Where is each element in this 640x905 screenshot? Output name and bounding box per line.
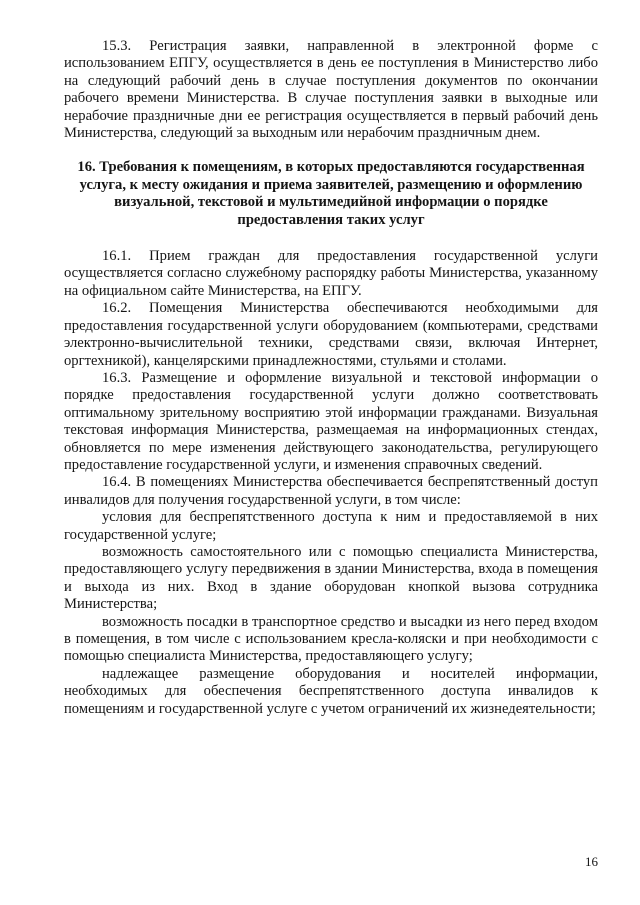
paragraph-16-4: 16.4. В помещениях Министерства обеспечивается беспрепятственный доступ инвалидов для получения государственной услуги, в том числе: [64,474,598,508]
list-item-conditions: условия для беспрепятственного доступа к ним и предоставляемой в них государственной услуге; [64,509,598,543]
paragraph-16-1: 16.1. Прием граждан для предоставления государственной услуги осуществляется согласно служебному распорядку работы Министерства, указанному на официальном сайте Министерства, на ЕПГУ. [64,248,598,299]
paragraph-15-3: 15.3. Регистрация заявки, направленной в электронной форме с использованием ЕПГУ, осуществляется в день ее поступления в Министерство либо на следующий рабочий день в случае поступления документов по окончании рабочего времени Министерства. В случае поступления заявки в выходные или нерабочие праздничные дни ее регистрация осуществляется в первый рабочий день Министерства, следующий за выходным или нерабочим праздничным днем. [64,38,598,142]
list-item-equipment: надлежащее размещение оборудования и носителей информации, необходимых для обеспечения беспрепятственного доступа инвалидов к помещениям и государственной услуге с учетом ограничений их жизнедеятельности; [64,665,598,717]
section-heading: 16. Требования к помещениям, в которых предоставляются государственная услуга, к месту ожидания и приема заявителей, размещению и оформлению визуальной, текстовой и мультимедийной информации о порядке предоставления таких услуг [77,159,585,228]
paragraph-16-2: 16.2. Помещения Министерства обеспечиваются необходимыми для предоставления государственной услуги оборудованием (компьютерами, средствами электронно-вычислительной техники, средствами связи, включая Интернет, оргтехникой), канцелярскими принадлежностями, стульями и столами. [64,300,598,369]
page-number: 16 [585,854,598,869]
list-item-transport: возможность посадки в транспортное средство и высадки из него перед входом в помещения, в том числе с использованием кресла-коляски и при необходимости с помощью специалиста Министерства, предоставляющего услугу; [64,613,598,665]
paragraph-16-3: 16.3. Размещение и оформление визуальной и текстовой информации о порядке предоставления государственной услуги должно соответствовать оптимальному зрительному восприятию этой информации гражданами. Визуальная текстовая информация Министерства, размещаемая на информационных стендах, обновляется по мере изменения действующего законодательства, регулирующего предоставление государственной услуги, и изменения справочных сведений. [64,369,598,473]
list-item-movement: возможность самостоятельного или с помощью специалиста Министерства, предоставляющего услугу передвижения в здании Министерства, входа в помещения и выхода из них. Вход в здание оборудован кнопкой вызова сотрудника Министерства; [64,543,598,613]
